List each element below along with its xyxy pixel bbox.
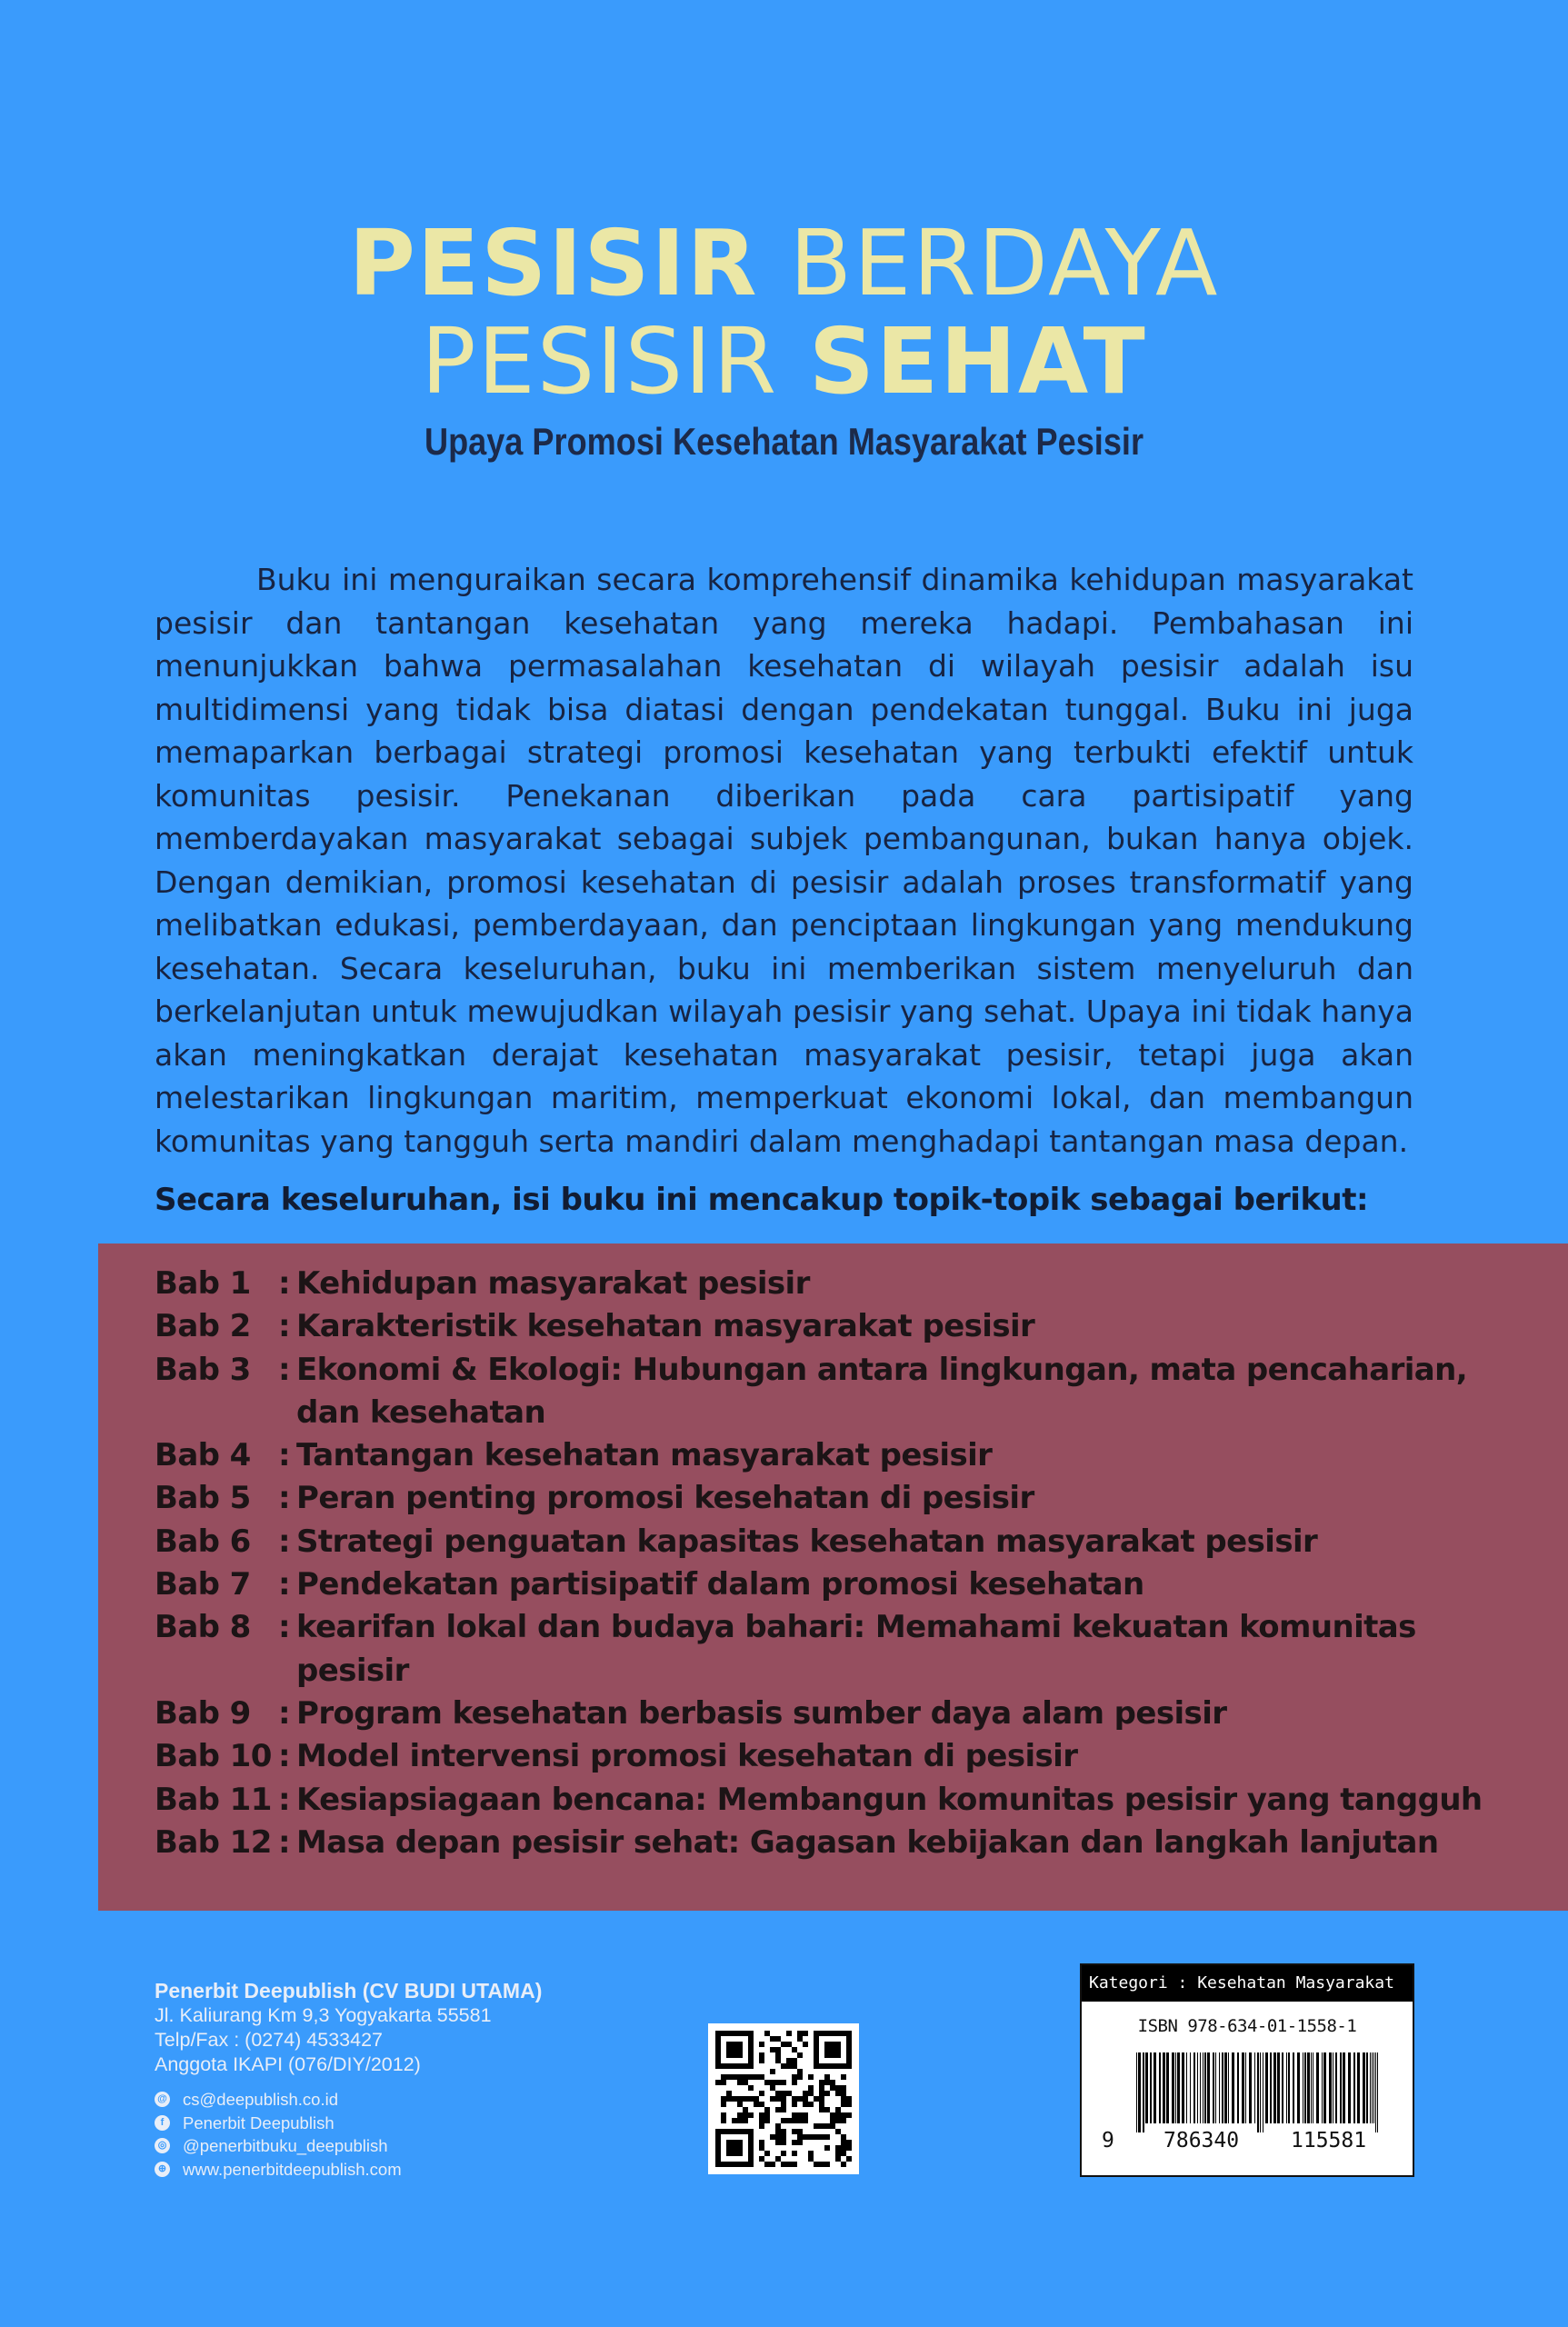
contact-item bbox=[155, 2158, 542, 2182]
chapter-colon: : bbox=[278, 1480, 290, 1517]
barcode-bar bbox=[1316, 2052, 1319, 2123]
barcode-bar bbox=[1335, 2052, 1337, 2123]
barcode-bar bbox=[1357, 2052, 1360, 2123]
contact-item bbox=[155, 2112, 542, 2135]
barcode-bar bbox=[1366, 2052, 1368, 2123]
chapter-title: Kehidupan masyarakat pesisir bbox=[296, 1265, 810, 1302]
barcode-bar bbox=[1353, 2052, 1355, 2123]
barcode-bar bbox=[1138, 2052, 1141, 2132]
barcode-bar bbox=[1340, 2052, 1342, 2123]
barcode-category: Kategori : Kesehatan Masyarakat bbox=[1082, 1965, 1413, 2002]
chapter-title: Peran penting promosi kesehatan di pesisir bbox=[296, 1480, 1034, 1517]
publisher-name: Penerbit Deepublish (CV BUDI UTAMA) bbox=[155, 1979, 543, 2002]
chapter-item bbox=[155, 1735, 1518, 1778]
globe-icon: ⊕ bbox=[155, 2162, 170, 2177]
barcode-bar bbox=[1375, 2052, 1376, 2132]
barcode-bar bbox=[1373, 2052, 1374, 2123]
contact-item bbox=[155, 2088, 542, 2112]
chapter-number: Bab 6 bbox=[155, 1523, 251, 1560]
chapter-number: Bab 4 bbox=[155, 1437, 251, 1474]
chapter-item bbox=[155, 1521, 1518, 1563]
barcode-bar bbox=[1224, 2052, 1227, 2123]
chapter-title: Karakteristik kesehatan masyarakat pesisir bbox=[296, 1308, 1035, 1345]
chapter-item bbox=[155, 1822, 1518, 1864]
barcode-bar bbox=[1372, 2052, 1373, 2123]
chapter-colon: : bbox=[278, 1781, 290, 1818]
chapter-title: kearifan lokal dan budaya bahari: Memahami kekuatan komunitas pesisir bbox=[296, 1609, 1416, 1689]
chapter-title: Kesiapsiagaan bencana: Membangun komunitas pesisir yang tangguh bbox=[296, 1781, 1483, 1818]
description-paragraph: Buku ini menguraikan secara komprehensif dinamika kehidupan masyarakat pesisir dan tantangan kesehatan yang mereka hadapi. Pembahasan ini menunjukkan bahwa permasalahan kesehatan di wilayah pesisir adalah isu multidimensi yang tidak bisa diatasi dengan pendekatan tunggal. Buku ini juga memaparkan berbagai strategi promosi kesehatan yang terbukti efektif untuk komunitas pesisir. Penekanan diberikan pada cara partisipatif yang memberdayakan masyarakat sebagai subjek pembangunan, bukan hanya objek. Dengan demikian, promosi kesehatan di pesisir adalah proses transformatif yang melibatkan edukasi, pemberdayaan, dan penciptaan lingkungan yang mendukung kesehatan. Secara keseluruhan, buku ini memberikan sistem menyeluruh dan berkelanjutan untuk mewujudkan wilayah pesisir yang sehat. Upaya ini tidak hanya akan meningkatkan derajat kesehatan masyarakat pesisir, tetapi juga akan melestarikan lingkungan maritim, memperkuat ekonomi lokal, dan membangun komunitas yang tangguh serta mandiri dalam menghadapi tantangan masa depan. bbox=[155, 562, 1413, 1159]
barcode-bar bbox=[1197, 2052, 1198, 2123]
barcode-bar bbox=[1219, 2052, 1220, 2123]
facebook-icon: f bbox=[155, 2115, 170, 2131]
publisher-info bbox=[155, 1978, 542, 2181]
barcode-bar bbox=[1166, 2052, 1169, 2123]
barcode-bar bbox=[1163, 2052, 1165, 2123]
chapter-colon: : bbox=[278, 1351, 290, 1388]
barcode-graphic bbox=[1136, 2052, 1382, 2132]
chapter-number: Bab 2 bbox=[155, 1308, 251, 1345]
title-pesisir-light: PESISIR bbox=[421, 308, 779, 414]
isbn-text: ISBN 978-634-01-1558-1 bbox=[1137, 2016, 1357, 2036]
barcode-bar bbox=[1172, 2052, 1174, 2123]
chapter-title: Masa depan pesisir sehat: Gagasan kebijakan dan langkah lanjutan bbox=[296, 1823, 1439, 1861]
chapter-number: Bab 3 bbox=[155, 1351, 251, 1388]
topics-intro: Secara keseluruhan, isi buku ini mencakup topik-topik sebagai berikut: bbox=[155, 1182, 1369, 1218]
contact-text: cs@deepublish.co.id bbox=[183, 2090, 338, 2109]
barcode-bar bbox=[1288, 2052, 1290, 2123]
barcode-bar bbox=[1232, 2052, 1234, 2123]
chapter-number: Bab 12 bbox=[155, 1823, 272, 1861]
chapter-number: Bab 1 bbox=[155, 1265, 251, 1302]
chapter-item bbox=[155, 1606, 1518, 1693]
barcode-bar bbox=[1265, 2052, 1268, 2123]
title-line-2 bbox=[0, 308, 1568, 414]
contact-text: @penerbitbuku_deepublish bbox=[183, 2136, 388, 2155]
chapter-colon: : bbox=[278, 1738, 290, 1775]
barcode-bar bbox=[1297, 2052, 1300, 2123]
barcode-bar bbox=[1136, 2052, 1137, 2132]
chapter-item bbox=[155, 1263, 1518, 1305]
barcode-bar bbox=[1286, 2052, 1287, 2123]
contact-text: www.penerbitdeepublish.com bbox=[183, 2159, 402, 2179]
barcode-bar bbox=[1207, 2052, 1210, 2123]
chapter-colon: : bbox=[278, 1265, 290, 1302]
barcode-bar bbox=[1370, 2052, 1371, 2123]
subtitle: Upaya Promosi Kesehatan Masyarakat Pesisir bbox=[424, 420, 1144, 463]
barcode-bar bbox=[1311, 2052, 1312, 2123]
chapter-number: Bab 10 bbox=[155, 1738, 272, 1775]
barcode-card bbox=[1080, 1963, 1414, 2177]
barcode-bar bbox=[1322, 2052, 1323, 2123]
barcode-numbers bbox=[1082, 2129, 1413, 2165]
email-icon: @ bbox=[155, 2092, 170, 2107]
barcode-bar bbox=[1228, 2052, 1229, 2123]
barcode-bar bbox=[1277, 2052, 1280, 2123]
chapter-colon: : bbox=[278, 1566, 290, 1603]
title-pesisir-bold: PESISIR bbox=[348, 210, 759, 316]
qr-finder bbox=[824, 2042, 841, 2058]
barcode-bar bbox=[1270, 2052, 1272, 2123]
barcode-bar bbox=[1143, 2052, 1144, 2132]
chapter-colon: : bbox=[278, 1823, 290, 1861]
barcode-bar bbox=[1175, 2052, 1176, 2123]
chapter-title: Model intervensi promosi kesehatan di pesisir bbox=[296, 1738, 1078, 1775]
barcode-bar bbox=[1154, 2052, 1156, 2123]
chapter-title: Strategi penguatan kapasitas kesehatan masyarakat pesisir bbox=[296, 1523, 1318, 1560]
chapter-item bbox=[155, 1434, 1518, 1477]
contact-text: Penerbit Deepublish bbox=[183, 2112, 335, 2132]
chapter-list-panel bbox=[98, 1243, 1568, 1911]
barcode-bar bbox=[1260, 2052, 1261, 2132]
barcode-bar bbox=[1257, 2052, 1259, 2132]
chapter-colon: : bbox=[278, 1437, 290, 1474]
barcode-bar bbox=[1273, 2052, 1276, 2123]
barcode-bar bbox=[1307, 2052, 1310, 2123]
barcode-bar bbox=[1245, 2052, 1246, 2123]
barcode-bar bbox=[1249, 2052, 1252, 2123]
chapter-number: Bab 7 bbox=[155, 1566, 251, 1603]
chapter-item bbox=[155, 1779, 1518, 1822]
barcode-bar bbox=[1304, 2052, 1306, 2123]
barcode-bar bbox=[1200, 2052, 1201, 2123]
barcode-bar bbox=[1323, 2052, 1326, 2123]
barcode-bar bbox=[1282, 2052, 1283, 2123]
barcode-bar bbox=[1186, 2052, 1187, 2123]
chapter-item bbox=[155, 1305, 1518, 1348]
barcode-bar bbox=[1363, 2052, 1365, 2123]
barcode-bar bbox=[1159, 2052, 1161, 2123]
barcode-bar bbox=[1193, 2052, 1195, 2123]
chapter-title: Ekonomi & Ekologi: Hubungan antara lingkungan, mata pencaharian, dan kesehatan bbox=[296, 1351, 1468, 1431]
barcode-bar bbox=[1204, 2052, 1206, 2123]
barcode-bar bbox=[1293, 2052, 1294, 2123]
chapter-title: Tantangan kesehatan masyarakat pesisir bbox=[296, 1437, 993, 1474]
chapter-item bbox=[155, 1563, 1518, 1606]
barcode-bar bbox=[1213, 2052, 1214, 2123]
qr-code bbox=[708, 2023, 859, 2174]
barcode-bar bbox=[1329, 2052, 1332, 2123]
chapter-number: Bab 9 bbox=[155, 1694, 251, 1732]
chapter-list bbox=[155, 1263, 1518, 1864]
chapter-number: Bab 11 bbox=[155, 1781, 272, 1818]
chapter-colon: : bbox=[278, 1308, 290, 1345]
chapter-colon: : bbox=[278, 1609, 290, 1646]
chapter-number: Bab 5 bbox=[155, 1480, 251, 1517]
publisher-address: Jl. Kaliurang Km 9,3 Yogyakarta 55581 bbox=[155, 2004, 492, 2026]
chapter-title: Program kesehatan berbasis sumber daya alam pesisir bbox=[296, 1694, 1227, 1732]
barcode-bar bbox=[1215, 2052, 1216, 2123]
qr-finder bbox=[726, 2140, 743, 2156]
barcode-bar bbox=[1182, 2052, 1184, 2123]
title-line-1 bbox=[0, 210, 1568, 316]
publisher-contacts bbox=[155, 2088, 542, 2181]
publisher-phone: Telp/Fax : (0274) 4533427 bbox=[155, 2029, 383, 2051]
publisher-member: Anggota IKAPI (076/DIY/2012) bbox=[155, 2053, 421, 2075]
chapter-colon: : bbox=[278, 1523, 290, 1560]
barcode-bar bbox=[1348, 2052, 1351, 2123]
barcode-bar bbox=[1222, 2052, 1223, 2123]
chapter-colon: : bbox=[278, 1694, 290, 1732]
barcode-bar bbox=[1150, 2052, 1152, 2123]
barcode-bar bbox=[1145, 2052, 1148, 2123]
instagram-icon: ◎ bbox=[155, 2138, 170, 2153]
barcode-bar bbox=[1343, 2052, 1345, 2123]
barcode-num-right: 115581 bbox=[1291, 2129, 1367, 2152]
barcode-num-left: 786340 bbox=[1164, 2129, 1240, 2152]
qr-finder bbox=[726, 2042, 743, 2058]
chapter-number: Bab 8 bbox=[155, 1609, 251, 1646]
title-sehat: SEHAT bbox=[808, 308, 1147, 414]
barcode-num-prefix: 9 bbox=[1102, 2129, 1114, 2152]
barcode-bar bbox=[1242, 2052, 1244, 2123]
title-berdaya: BERDAYA bbox=[789, 210, 1220, 316]
barcode-bar bbox=[1254, 2052, 1255, 2123]
contact-item bbox=[155, 2134, 542, 2158]
chapter-title: Pendekatan partisipatif dalam promosi kesehatan bbox=[296, 1566, 1144, 1603]
barcode-bar bbox=[1190, 2052, 1191, 2123]
barcode-bar bbox=[1377, 2052, 1378, 2132]
chapter-item bbox=[155, 1477, 1518, 1520]
chapter-item bbox=[155, 1693, 1518, 1735]
barcode-bar bbox=[1177, 2052, 1180, 2123]
chapter-item bbox=[155, 1349, 1518, 1435]
qr-code-graphic bbox=[708, 2023, 859, 2174]
barcode-bar bbox=[1237, 2052, 1239, 2123]
